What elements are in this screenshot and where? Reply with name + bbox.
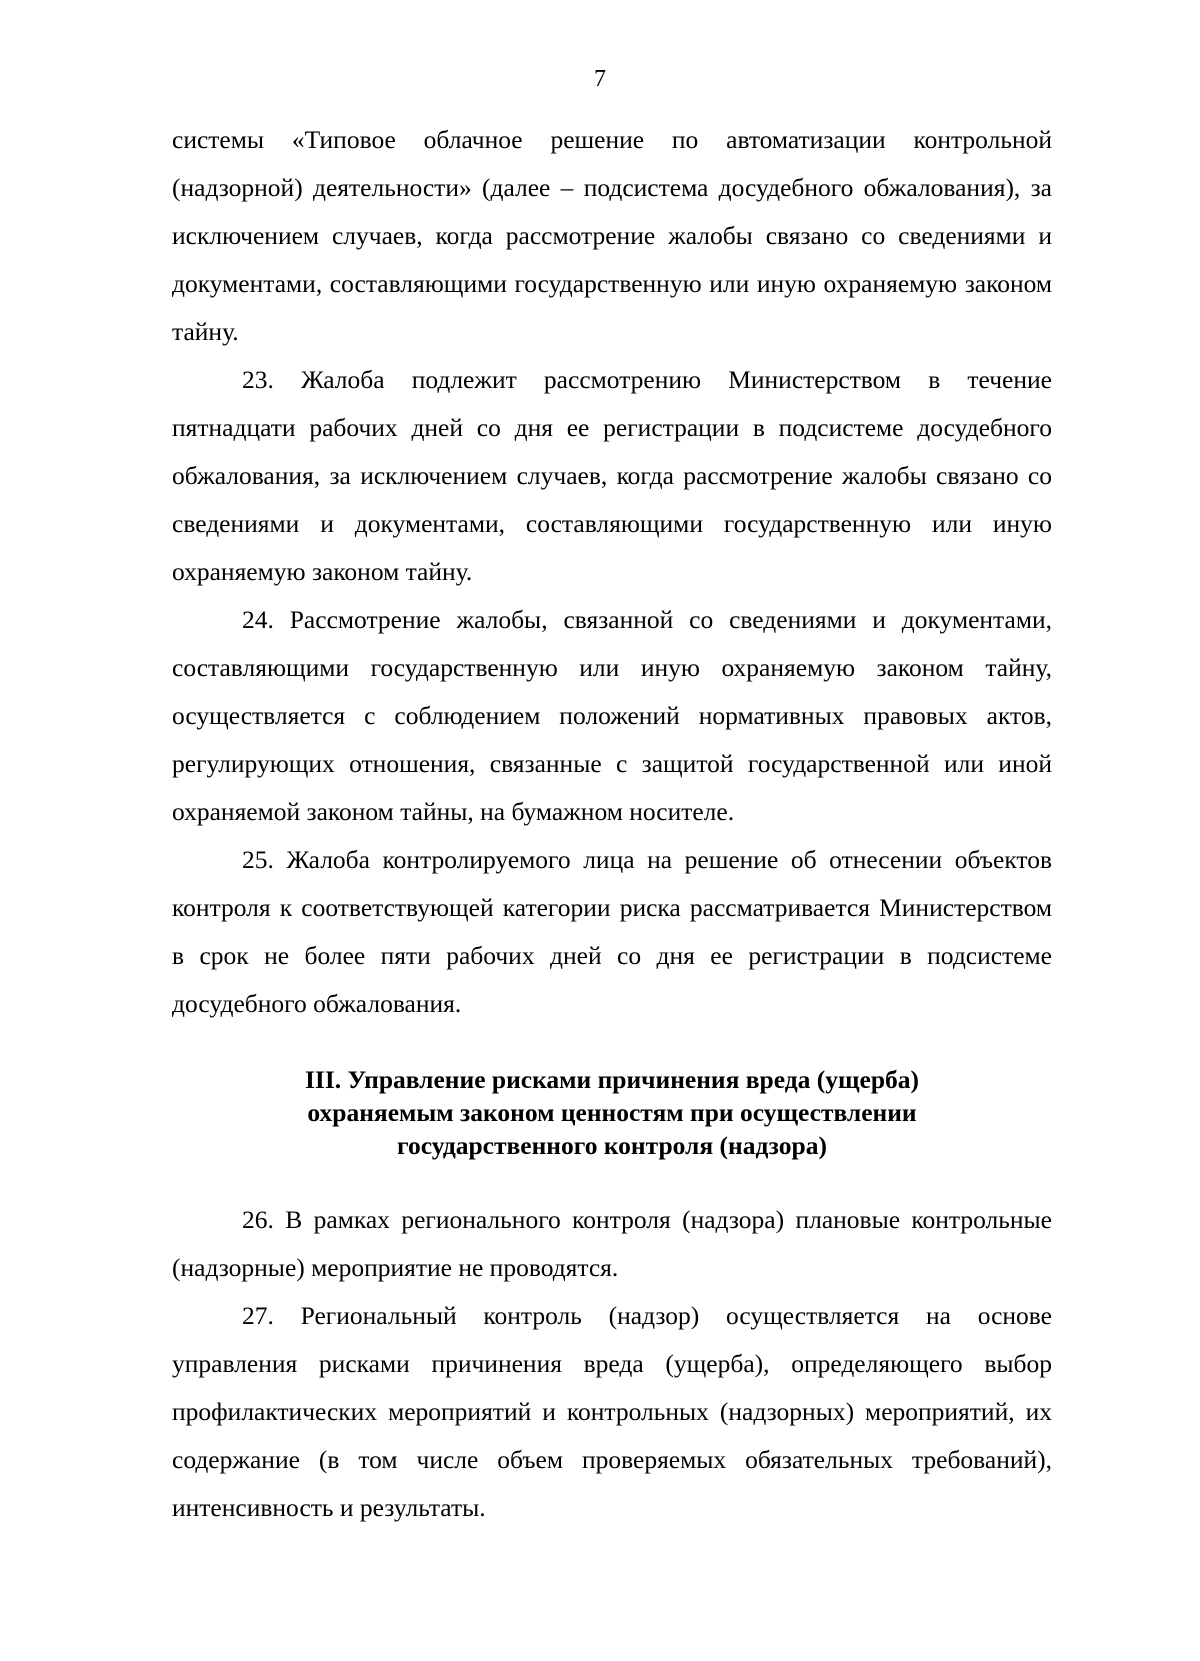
paragraph-24: 24. Рассмотрение жалобы, связанной со сведениями и документами, составляющими государственную или иную охраняемую законом тайну, осуществляется с соблюдением положений нормативных правовых актов, регулирующих отношения, связанные с защитой государственной или иной охраняемой законом тайны, на бумажном носителе. — [172, 605, 1052, 826]
paragraph-23: 23. Жалоба подлежит рассмотрению Министерством в течение пятнадцати рабочих дней со дня ее регистрации в подсистеме досудебного обжалования, за исключением случаев, когда рассмотрение жалобы связано со сведениями и документами, составляющими государственную или иную охраняемую законом тайну. — [172, 365, 1052, 586]
section-heading-line-1: III. Управление рисками причинения вреда (ущерба) — [304, 1065, 920, 1094]
paragraph-25: 25. Жалоба контролируемого лица на решение об отнесении объектов контроля к соответствующей категории риска рассматривается Министерством в срок не более пяти рабочих дней со дня ее регистрации в подсистеме досудебного обжалования. — [172, 845, 1052, 1018]
section-heading — [172, 1063, 1052, 1162]
paragraph-26: 26. В рамках регионального контроля (надзора) плановые контрольные (надзорные) мероприятие не проводятся. — [172, 1205, 1052, 1282]
page-number: 7 — [594, 66, 606, 92]
body-text-upper — [172, 116, 1052, 1028]
body-text-lower — [172, 1196, 1052, 1532]
section-heading-line-2: охраняемым законом ценностям при осуществлении — [307, 1098, 917, 1127]
paragraph-27: 27. Региональный контроль (надзор) осуществляется на основе управления рисками причинения вреда (ущерба), определяющего выбор профилактических мероприятий и контрольных (надзорных) мероприятий, их содержание (в том числе объем проверяемых обязательных требований), интенсивность и результаты. — [172, 1301, 1052, 1522]
section-heading-line-3: государственного контроля (надзора) — [397, 1131, 827, 1160]
paragraph-continuation: системы «Типовое облачное решение по автоматизации контрольной (надзорной) деятельности» (далее – подсистема досудебного обжалования), за исключением случаев, когда рассмотрение жалобы связано со сведениями и документами, составляющими государственную или иную охраняемую законом тайну. — [172, 125, 1052, 346]
